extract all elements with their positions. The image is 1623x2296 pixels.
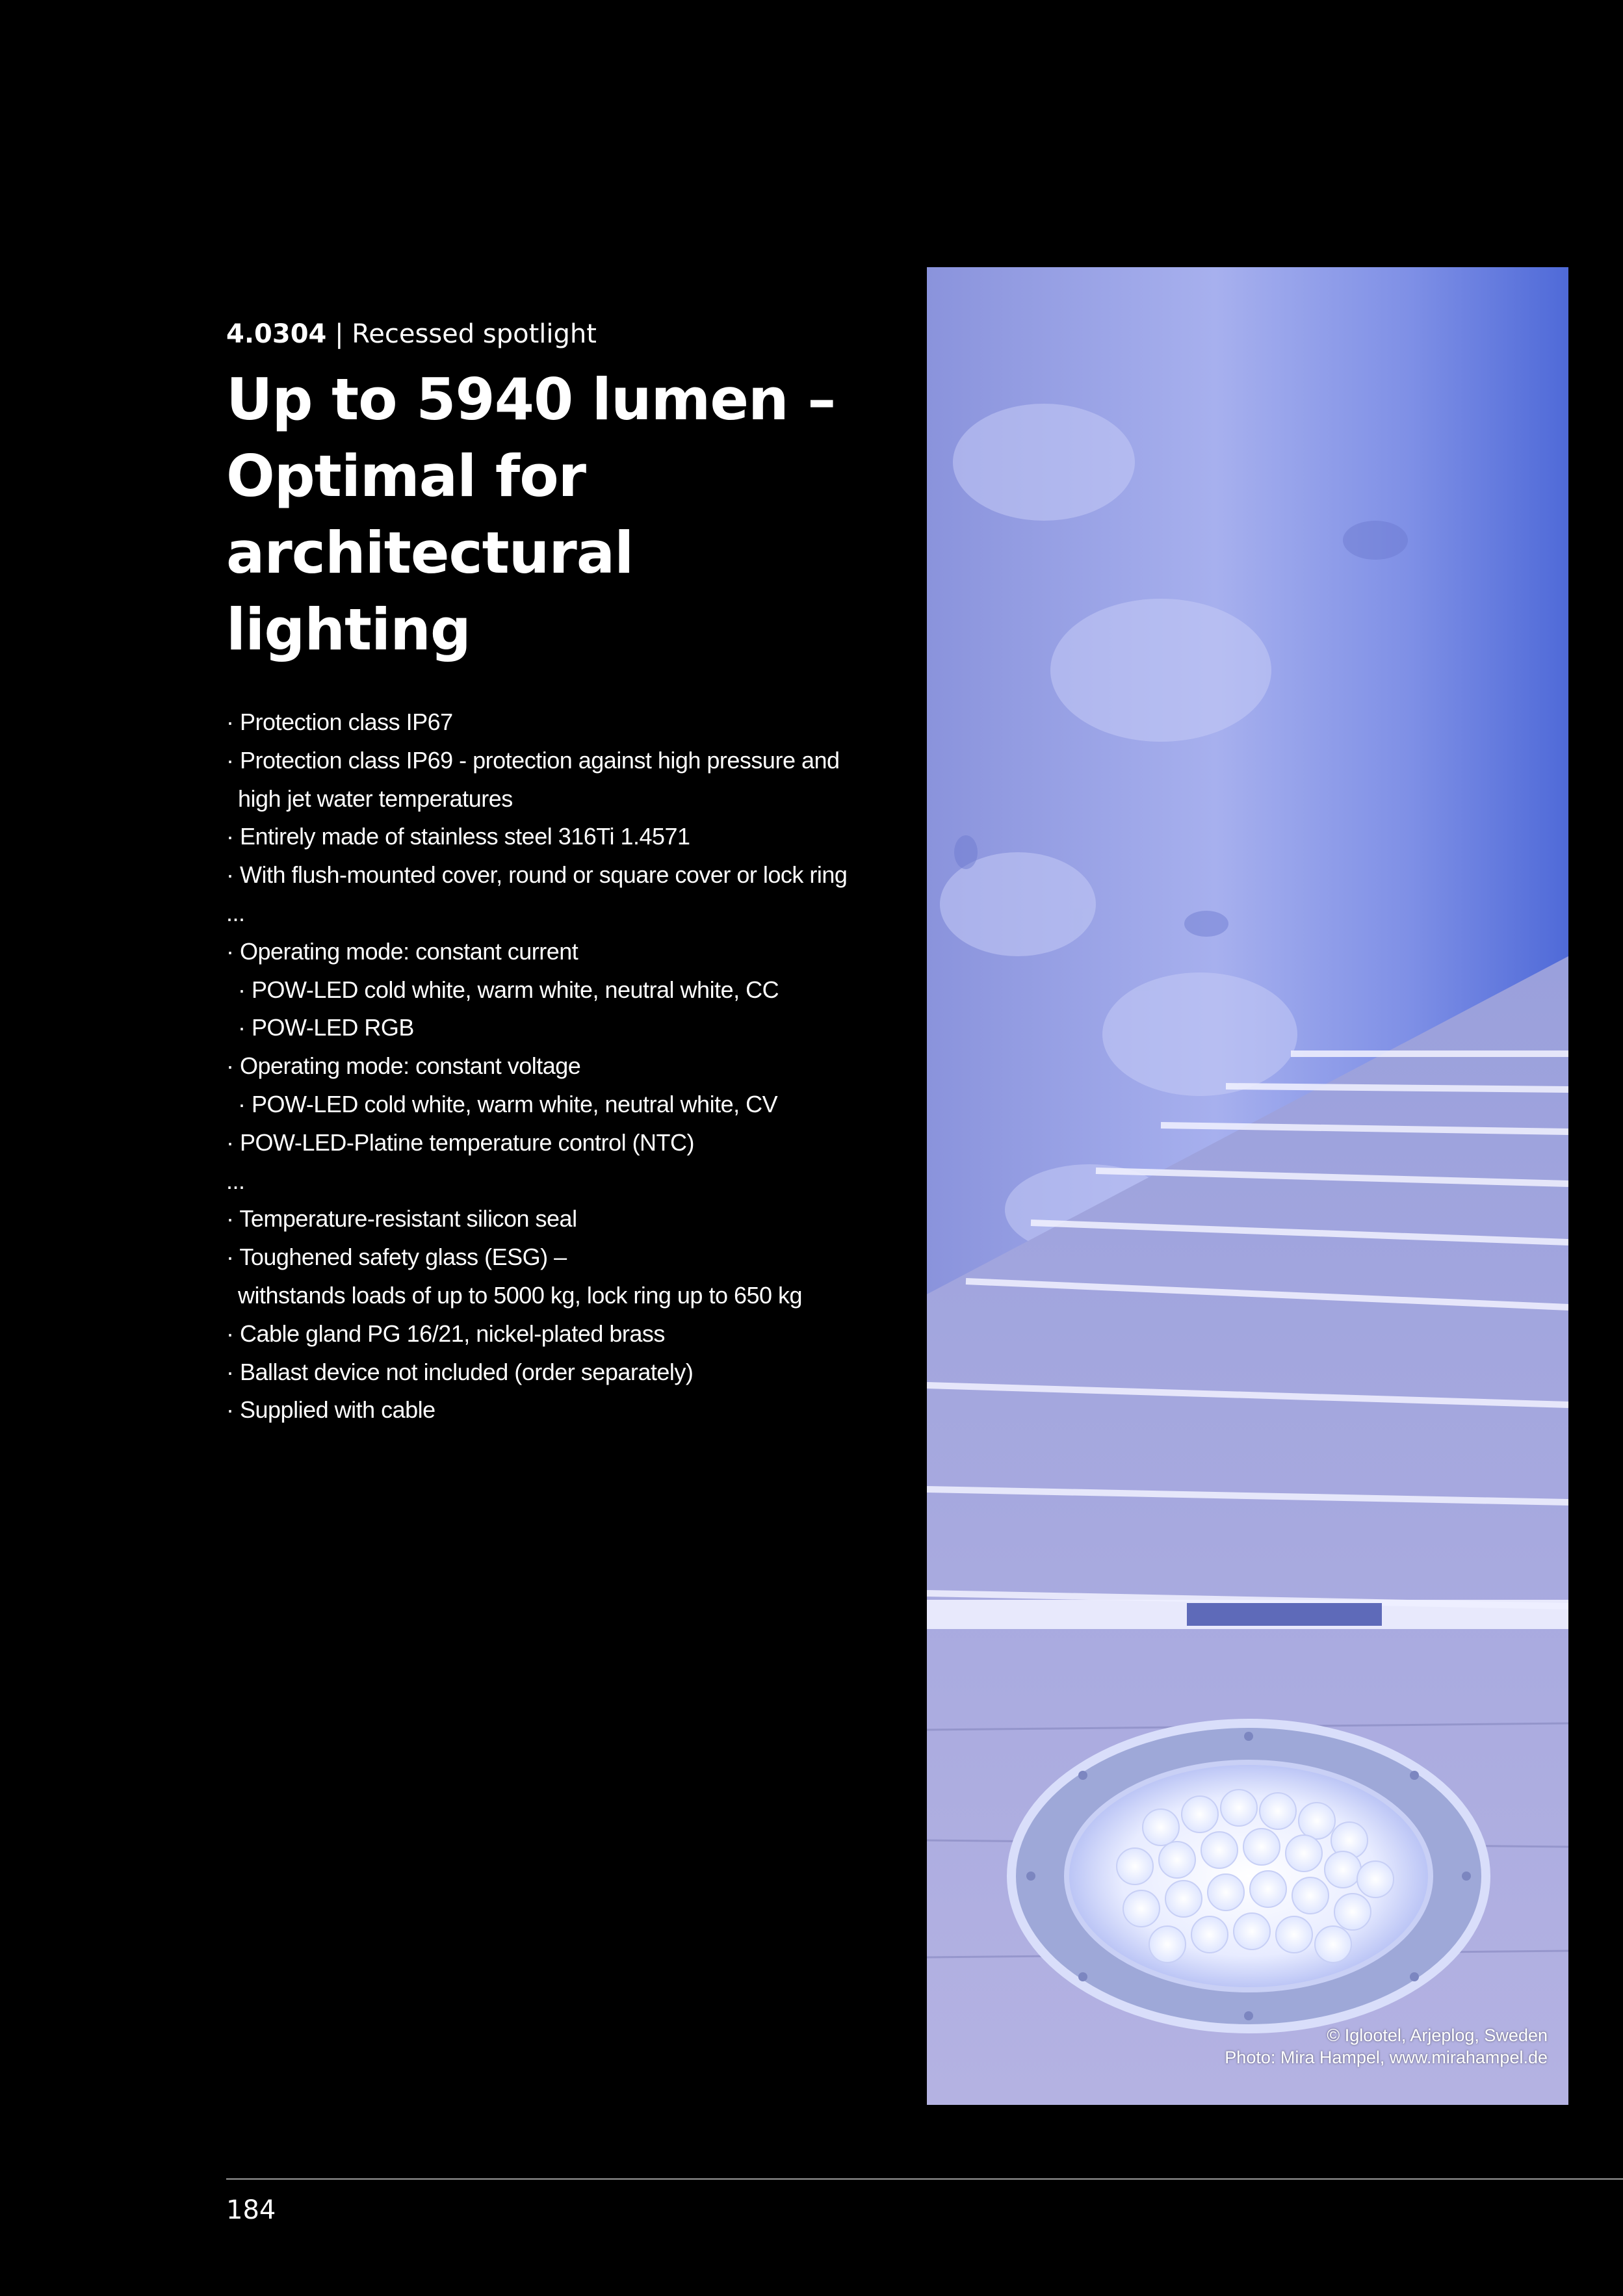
feature-item: · Cable gland PG 16/21, nickel-plated brass [226,1320,665,1347]
product-category: Recessed spotlight [352,319,597,349]
headline [226,361,850,668]
feature-item: · Protection class IP67 [226,709,453,735]
feature-item: · Temperature-resistant silicon seal [226,1205,577,1233]
feature-item: · Entirely made of stainless steel 316Ti 1.4571 [226,823,690,850]
page-number: 184 [226,2195,276,2225]
product-code: 4.0304 [226,319,327,349]
feature-item: · Supplied with cable [226,1396,435,1424]
feature-item: · POW-LED-Platine temperature control (NTC) [226,1128,695,1156]
feature-item: · POW-LED cold white, warm white, neutral white, CV [238,1090,778,1117]
text-column [226,313,850,1429]
feature-item: withstands loads of up to 5000 kg, lock ring up to 650 kg [238,1281,803,1309]
photo-illustration [927,267,1568,2105]
feature-list [226,703,850,1429]
feature-item: ... [226,899,245,926]
headline-line-1: Up to 5940 lumen – [226,366,836,433]
feature-item: · Protection class IP69 - protection against high pressure and [226,746,840,774]
feature-item: · Toughened safety glass (ESG) – [226,1244,567,1271]
feature-item: · POW-LED RGB [238,1014,414,1041]
footer-divider [226,2178,1623,2180]
feature-item: · With flush-mounted cover, round or square cover or lock ring [226,861,848,889]
product-subtitle [226,313,850,355]
credit-line-1: © Iglootel, Arjeplog, Sweden [1327,2026,1548,2045]
feature-item: · POW-LED cold white, warm white, neutral white, CC [238,976,779,1003]
feature-item: · Ballast device not included (order separately) [226,1358,694,1385]
product-photo [927,267,1568,2105]
subtitle-separator: | [326,319,352,349]
feature-item: · Operating mode: constant voltage [226,1052,581,1080]
photo-credit [1225,2024,1548,2068]
credit-line-2: Photo: Mira Hampel, www.mirahampel.de [1225,2048,1548,2067]
headline-line-2: Optimal for [226,443,586,510]
headline-line-3: architectural lighting [226,519,634,663]
feature-item: high jet water temperatures [238,785,513,812]
feature-item: · Operating mode: constant current [226,937,578,965]
feature-item: ... [226,1167,245,1194]
